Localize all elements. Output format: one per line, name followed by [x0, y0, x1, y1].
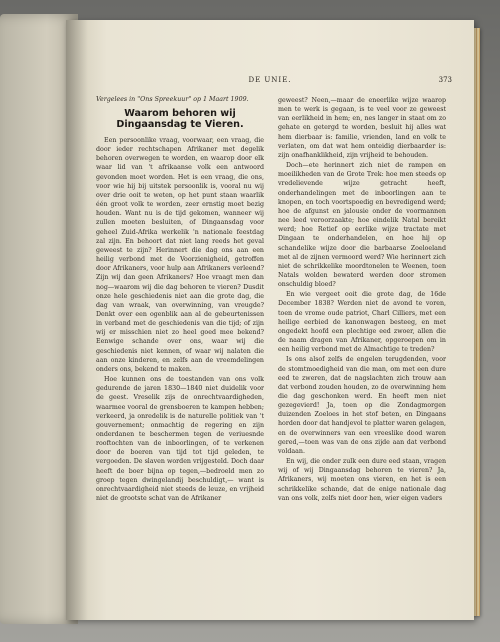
article-title: Waarom behoren wij Dingaansdag te Vieren.: [116, 108, 244, 130]
right-column: [278, 96, 446, 503]
source-note: Vergelees in "Ons Spreekuur" op 1 Maart 1909.: [96, 96, 249, 103]
running-header: DE UNIE.: [248, 76, 292, 84]
paragraph: En wie vergeet ooit die grote dag, de 16de December 1838? Werden niet de avond te voren, toen de vrome oude patriot, Charl Cilliers, met een heilige eerbied de kanonwagen besteeg, en met ongedekt hoofd een plechtige eed zwoer, allen die de naam dragen van Afrikaner, opgeroepen om in een heilig verbond met de Almachtige te treden?: [278, 291, 446, 354]
left-column: [96, 96, 264, 503]
paragraph: Doch—ete herinnert zich niet de rampen en moeilikheden van de Grote Trek: hoe men steeds op vredelievende wijze getracht heeft, onderhandelingen met de inboorlingen aan te knopen, en toch voortspoedig en bevredigend werd; hoe de afgunst en jalousie onder de voormannen nee leed veroorzaakte; hoe eindelik Natal bereikt werd; hoe Retief op eerlike wijze tractate met Dingaan te onderhandelen, en hoe hij op schandelike wijze door die barbaarse Zoeloeland met al de zijnen vermoord werd? Wie herinnert zich niet de schrikkelike moordtonelen te Weenen, toen Natals wolden bewaterd werden door stromen onschuldig bloed?: [278, 162, 446, 289]
paragraph: geweest? Neen,—maar de eneerlike wijze waarop men te werk is gegaan, is te veel voor ze geweest van eerlikheid in hem; en, nes langer in staat om zo gehate en getergd te worden, besluit hij alles wat hem dierbaar is: familie, vrienden, land en volk te verlaten, om dat wat hem onteidig dierbaarder is: zijn onafhanklikheid, zijn vrijheid te behouden.: [278, 97, 446, 159]
page-number: 373: [438, 76, 452, 84]
paragraph: En wij, die onder zulk een dure eed staan, vragen wij of wij Dingaansdag behoren te vieren? Ja, Afrikaners, wij moeten ons vieren, en het is een schrikkelike schande, dat de enige nationale dag van ons volk, zelfs niet door hen, wier eigen vaders: [278, 458, 446, 502]
right-page: [66, 20, 474, 620]
paragraph: Is ons alsof zelfs de engelen terugdenden, voor de stomtmoedigheid van die man, om met een dure eed te zweren, dat de nagslachten zich trouw aan dat verbond zouden houden, zo de overwinning hem die dag geschonken werd. En heeft men niet gezegevierd! Ja, toen op die Zondagmorgen duizenden Zoeloes in het stof beten, en Dingaans horden door dat handjevol te platter waren gelagen, en de overwinners van een vreeslike dood waren gered,—toen was van de ons zijde aan dat verbond voldaan.: [278, 356, 446, 455]
paragraph: Hoe kunnen ons de toestanden van ons volk gedurende de jaren 1830—1840 niet duidelik voor de geest. Vreselik zijs de onrechtvaardigheden, waarmee vooral de grensboeren te kampen hebben; verkeerd, ja onredelik is de naturelle politiek van 't gouvernement; onmachtig de regering en zijn onderdanen te beschermen tegen de veriuesnde rooftochten van de inboorlingen, of te verkenen door de boeren van tijd tot tijd geleden, te vergoeden. De slaven worden vrijgesteld. Doch daar heeft de boer bijna op tegen,—bedroeld men zo groep tegen dwingelandij beschuldigt,— want is onrechtvaardigheid niet steeds de leuze, en vrijheid niet de grootste schat van de Afrikaner: [96, 376, 264, 503]
paragraph: Een persoonlike vraag, voorwaar, een vraag, die door ieder rechtschapen Afrikaner met degelik behoren overwegen te worden, en waarop door elk waar lid van 't afrikaanse volk een antwoord gevonden moet worden. Het is een vraag, die ons, voor wie hij bij uitstek persoonlik is, vooral nu wij over drie ooit te weten, op het punt staan waarlik één groot volk te worden, zeer ernstig moet bezig houden. Want nu is de tijd gekomen, wanneer wij zullen moeten besluiten, of Dingaansdag voor geheel Zuid-Afrika werkelik 'n nationale feestdag zal zijn. En behoort dat niet lang reeds het geval geweest te zijn? Herinnert die dag ons aan een heilig verbond met de Voorzienigheid, getroffen door Afrikaners, voor hulp aan Afrikaners verleend? Zijn wij dan geen Afrikaners? Hoe vraagt men dan nog—waarom wij die dag behoren te vieren? Dusdit onze hele geschiedenis niet aan die grote dag, die dag van wraak, van overwinning, van vreugde? Denkt over een ogenblik aan al de gebeurtenissen in verband met de geschiedenis van die tijd; of zijn wij er misschien niet zo heel goed mee bekend? Eenwige schande over ons, waar wij die geschiedenis niet kennen, of waar wij nalaten die aan onze kinderen, en zelfs aan de vreemdelingen onders ons, bekend te maken.: [96, 137, 264, 373]
